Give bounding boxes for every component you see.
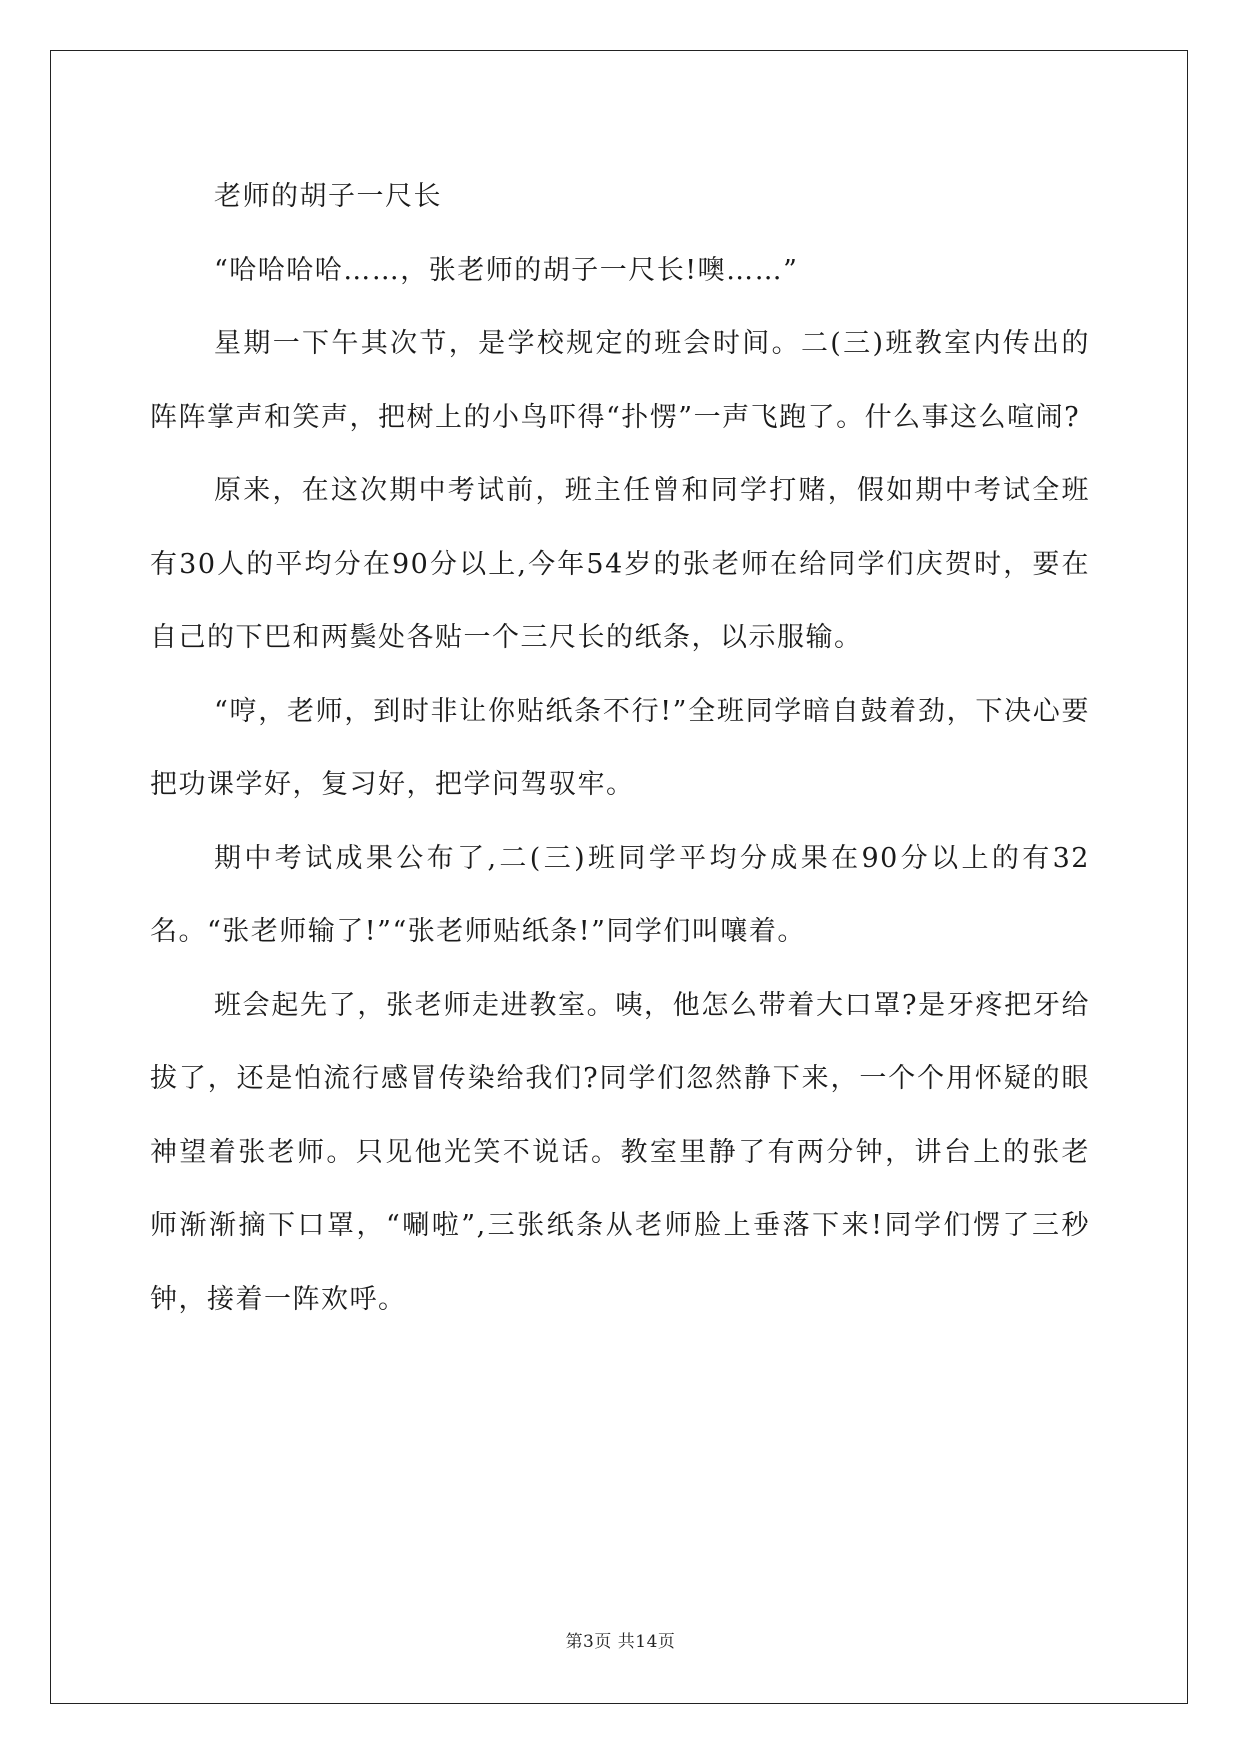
page-number-footer: 第3页 共14页 [565,1632,676,1652]
article-title: 老师的胡子一尺长 [214,181,442,212]
paragraph-6: 班会起先了，张老师走进教室。咦，他怎么带着大口罩?是牙疼把牙给拔了，还是怕流行感冒传染给我们?同学们忽然静下来，一个个用怀疑的眼神望着张老师。只见他光笑不说话。教室里静了有两分钟，讲台上的张老师渐渐摘下口罩，“唰啦”,三张纸条从老师脸上垂落下来!同学们愣了三秒钟，接着一阵欢呼。 [150,989,1090,1315]
paragraph-4: “哼，老师，到时非让你贴纸条不行!”全班同学暗自鼓着劲，下决心要把功课学好，复习好，把学问驾驭牢。 [150,695,1090,800]
paragraph-5: 期中考试成果公布了,二(三)班同学平均分成果在90分以上的有32名。“张老师输了!”“张老师贴纸条!”同学们叫嚷着。 [150,842,1090,947]
paragraph-3: 原来，在这次期中考试前，班主任曾和同学打赌，假如期中考试全班有30人的平均分在90分以上,今年54岁的张老师在给同学们庆贺时，要在自己的下巴和两鬓处各贴一个三尺长的纸条，以示服输。 [150,475,1090,653]
document-body [150,160,1090,1336]
paragraph-2: 星期一下午其次节，是学校规定的班会时间。二(三)班教室内传出的阵阵掌声和笑声，把树上的小鸟吓得“扑愣”一声飞跑了。什么事这么喧闹? [150,328,1090,433]
paragraph-1: “哈哈哈哈……，张老师的胡子一尺长!噢……” [214,254,799,286]
